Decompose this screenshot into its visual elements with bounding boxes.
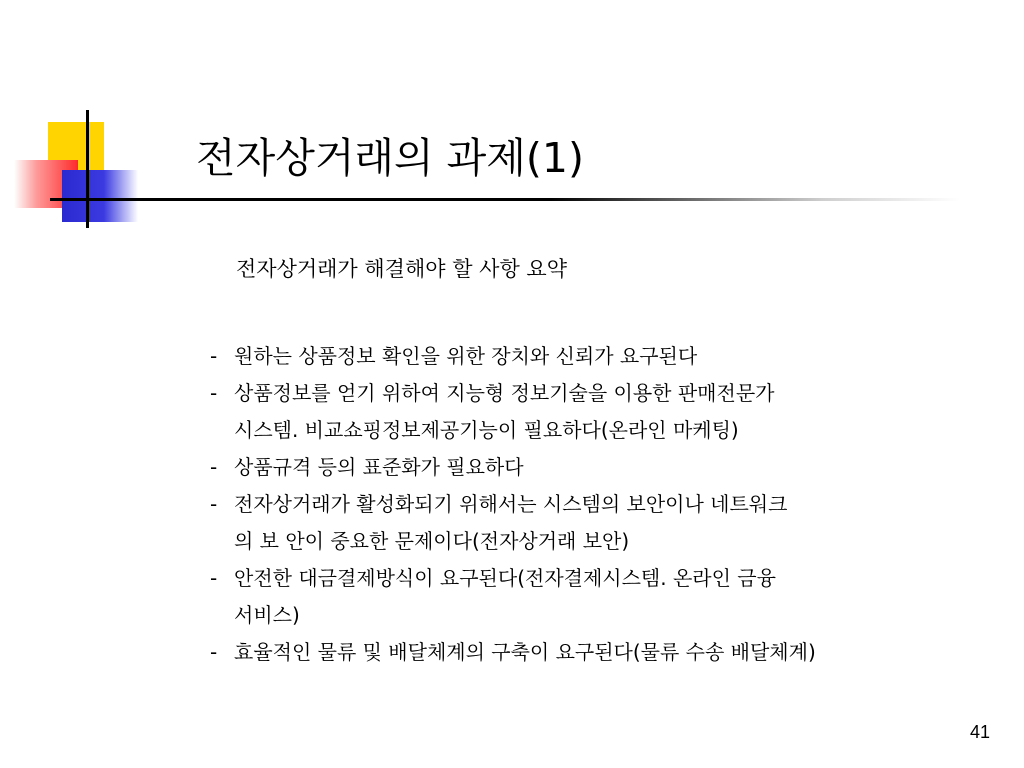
list-item	[210, 338, 1000, 375]
bullet-dash: -	[210, 381, 218, 405]
bullet-dash: -	[210, 640, 218, 664]
slide-title: 전자상거래의 과제(1)	[196, 134, 584, 182]
list-item-continuation	[210, 412, 1000, 449]
list-item	[210, 449, 1000, 486]
bullet-list	[210, 338, 1000, 671]
list-item-continuation	[210, 523, 1000, 560]
bullet-dash: -	[210, 455, 218, 479]
bullet-dash: -	[210, 492, 218, 516]
slide-subtitle: 전자상거래가 해결해야 할 사항 요약	[236, 257, 567, 281]
list-item-text: 서비스)	[234, 603, 300, 627]
list-item	[210, 486, 1000, 523]
vertical-rule	[86, 110, 89, 228]
list-item-text: 상품정보를 얻기 위하여 지능형 정보기술을 이용한 판매전문가	[234, 381, 775, 405]
list-item-continuation	[210, 597, 1000, 634]
bullet-dash: -	[210, 566, 218, 590]
list-item-text: 전자상거래가 활성화되기 위해서는 시스템의 보안이나 네트워크	[234, 492, 788, 516]
list-item-text: 원하는 상품정보 확인을 위한 장치와 신뢰가 요구된다	[234, 344, 698, 368]
list-item	[210, 560, 1000, 597]
list-item	[210, 375, 1000, 412]
list-item	[210, 634, 1000, 671]
list-item-text: 시스템. 비교쇼핑정보제공기능이 필요하다(온라인 마케팅)	[234, 418, 739, 442]
list-item-text: 상품규격 등의 표준화가 필요하다	[234, 455, 524, 479]
list-item-text: 의 보 안이 중요한 문제이다(전자상거래 보안)	[234, 529, 630, 553]
page-number: 41	[970, 722, 991, 742]
list-item-text: 효율적인 물류 및 배달체계의 구축이 요구된다(물류 수송 배달체계)	[234, 640, 816, 664]
decorative-logo	[0, 0, 200, 240]
blue-square-decoration	[62, 170, 138, 222]
title-underline-rule	[50, 198, 960, 201]
list-item-text: 안전한 대금결제방식이 요구된다(전자결제시스템. 온라인 금융	[234, 566, 776, 590]
bullet-dash: -	[210, 344, 218, 368]
